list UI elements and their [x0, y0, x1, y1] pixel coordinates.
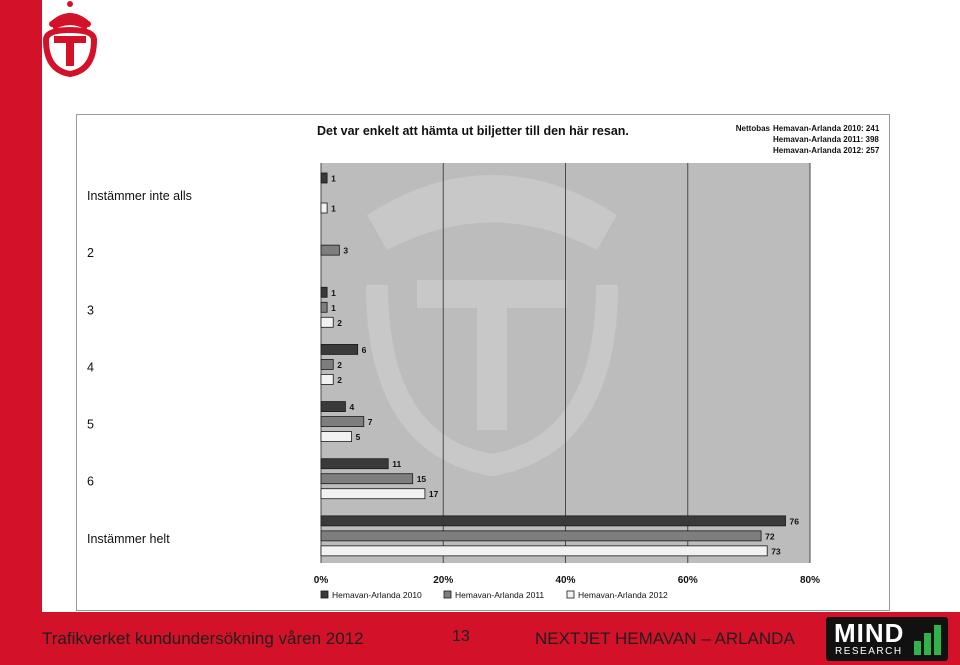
bar [321, 531, 761, 541]
x-tick-label: 0% [313, 575, 329, 586]
bar [321, 417, 364, 427]
bar [321, 302, 327, 312]
trafikverket-crown-logo-icon [40, 0, 100, 78]
legend-label: Hemavan-Arlanda 2010 [332, 590, 422, 600]
bar [321, 287, 327, 297]
bar [321, 402, 345, 412]
bar [321, 489, 425, 499]
category-label: 5 [87, 417, 94, 432]
category-label: 2 [87, 246, 94, 261]
data-label: 3 [343, 245, 349, 256]
x-tick-labels [314, 575, 820, 586]
base-label: Nettobas [735, 124, 770, 133]
data-label: 2 [337, 374, 342, 385]
data-label: 1 [331, 173, 336, 184]
bar [321, 432, 352, 442]
base-entry: Hemavan-Arlanda 2010: 241 [773, 124, 880, 133]
data-label: 4 [349, 402, 355, 413]
left-red-strip [0, 0, 42, 612]
data-label: 73 [771, 546, 781, 557]
data-label: 2 [337, 317, 342, 328]
data-label: 72 [765, 531, 775, 542]
mind-research-logo [826, 617, 948, 661]
bar [321, 317, 333, 327]
legend-label: Hemavan-Arlanda 2011 [455, 590, 545, 600]
bar [321, 359, 333, 369]
data-label: 1 [331, 302, 336, 313]
category-label: 6 [87, 474, 94, 489]
page-number: 13 [452, 628, 470, 645]
legend-swatch [567, 591, 574, 598]
data-label: 1 [331, 287, 336, 298]
bar [321, 245, 339, 255]
bar [321, 459, 388, 469]
bar [321, 374, 333, 384]
bar [321, 516, 786, 526]
data-label: 76 [789, 516, 800, 527]
chart-title: Det var enkelt att hämta ut biljetter till den här resan. [317, 124, 629, 138]
data-label: 6 [361, 344, 367, 355]
bar [321, 344, 358, 354]
logo-bars-icon [914, 623, 942, 655]
x-tick-label: 20% [433, 575, 454, 586]
base-entry: Hemavan-Arlanda 2011: 398 [773, 135, 879, 144]
logo-word: MIND [834, 618, 905, 648]
footer-survey-title: Trafikverket kundundersökning våren 2012 [42, 629, 364, 648]
base-list [773, 124, 880, 155]
category-label: Instämmer helt [87, 531, 170, 546]
bar [321, 173, 327, 183]
x-tick-label: 60% [677, 575, 698, 586]
data-label: 1 [331, 203, 336, 214]
footer-route-title: NEXTJET HEMAVAN – ARLANDA [535, 629, 795, 648]
category-labels [87, 189, 192, 546]
legend-swatch [444, 591, 451, 598]
x-tick-label: 80% [799, 575, 821, 586]
chart-frame [76, 114, 890, 611]
category-label: 3 [87, 303, 94, 318]
data-label: 17 [428, 489, 439, 500]
bar-chart [77, 115, 889, 610]
legend [321, 590, 668, 600]
bar [321, 546, 767, 556]
data-label: 11 [392, 459, 402, 470]
data-label: 2 [337, 359, 342, 370]
data-label: 5 [355, 432, 361, 443]
legend-label: Hemavan-Arlanda 2012 [578, 590, 668, 600]
bar [321, 203, 327, 213]
legend-swatch [321, 591, 328, 598]
data-label: 15 [416, 474, 427, 485]
data-label: 7 [367, 417, 373, 428]
x-tick-label: 40% [555, 575, 576, 586]
logo-subword: RESEARCH [835, 646, 903, 657]
base-entry: Hemavan-Arlanda 2012: 257 [773, 146, 880, 155]
category-label: 4 [87, 360, 94, 375]
category-label: Instämmer inte alls [87, 189, 192, 203]
bar [321, 474, 413, 484]
